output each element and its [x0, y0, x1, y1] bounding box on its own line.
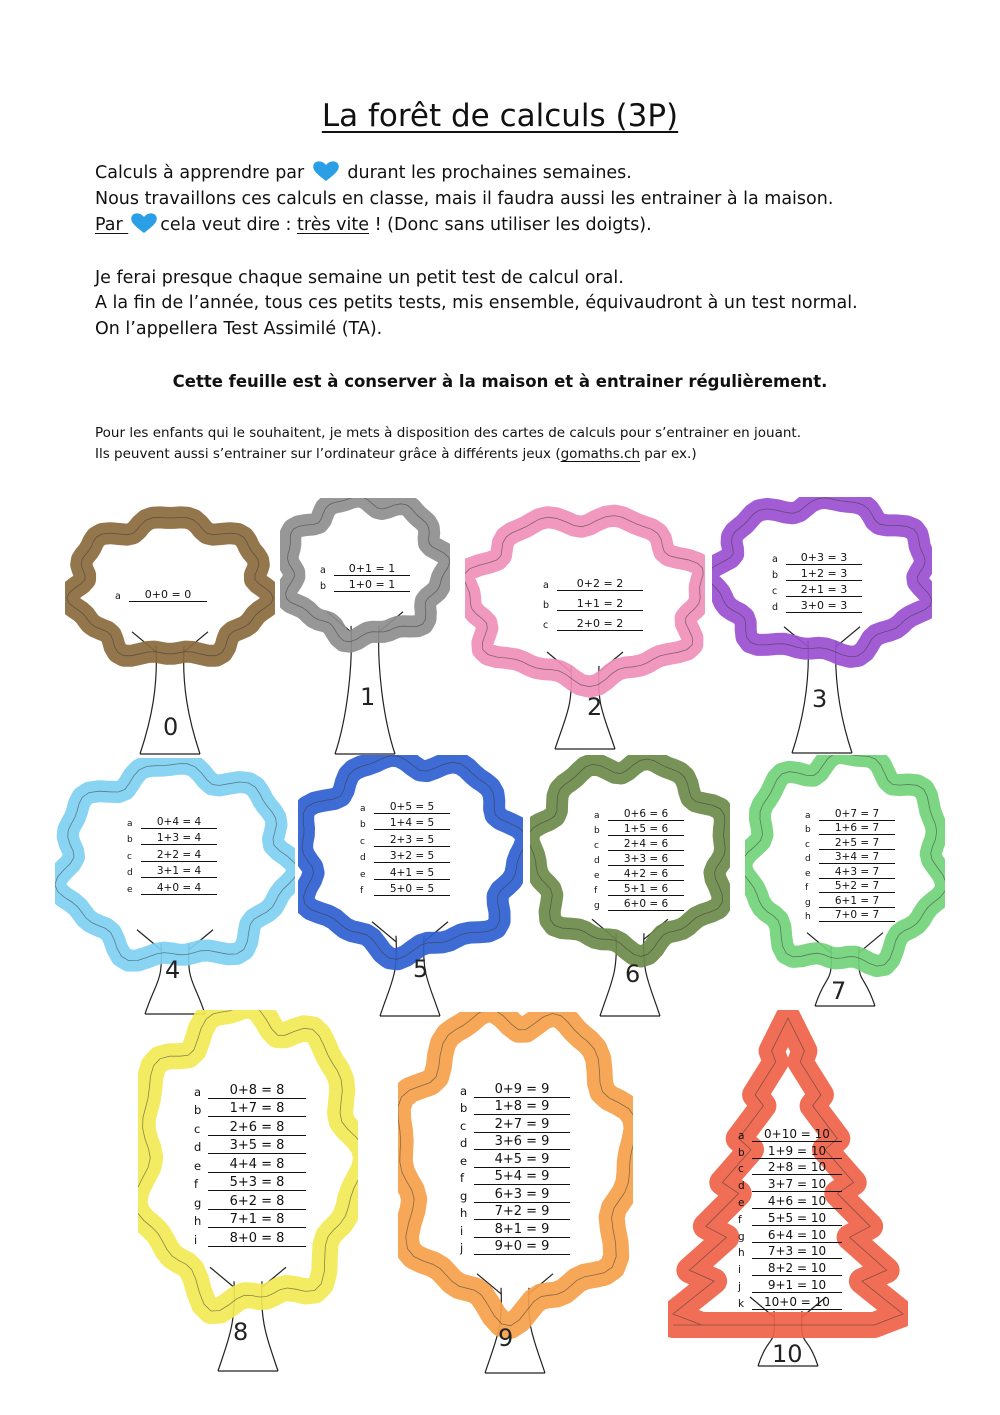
equation-letter: a — [772, 554, 778, 565]
equation-row — [805, 850, 895, 865]
equation-letter: d — [805, 854, 811, 864]
equation-letter: a — [805, 810, 811, 821]
equation-row — [360, 863, 450, 880]
equation-letter: f — [360, 886, 364, 896]
equation-row — [594, 806, 684, 821]
equation-letter: a — [738, 1129, 745, 1142]
equation-letter: k — [738, 1297, 745, 1310]
equation-text: 9+0 = 9 — [474, 1239, 570, 1255]
equation-text: 8+1 = 9 — [474, 1222, 570, 1238]
equation-text: 4+6 = 10 — [752, 1194, 842, 1209]
equation-row — [543, 591, 643, 611]
tree-4 — [55, 758, 295, 1018]
equation-row — [738, 1243, 842, 1260]
equation-letter: e — [360, 869, 366, 880]
equation-row — [360, 847, 450, 864]
equation-text: 0+3 = 3 — [786, 551, 862, 565]
equation-row — [360, 814, 450, 831]
equation-text: 0+8 = 8 — [208, 1083, 306, 1099]
equation-list — [543, 571, 643, 631]
equation-list — [805, 806, 895, 922]
equation-list — [320, 560, 410, 592]
equation-row — [460, 1238, 570, 1256]
equation-text: 0+5 = 5 — [374, 801, 450, 814]
equation-row — [460, 1203, 570, 1221]
tree-1 — [280, 498, 450, 758]
tree-2 — [465, 503, 705, 753]
intro-line-1 — [95, 160, 925, 187]
equation-row — [460, 1098, 570, 1116]
equation-text: 2+0 = 2 — [557, 617, 643, 631]
equation-letter: e — [460, 1153, 468, 1168]
equation-text: 5+2 = 7 — [819, 880, 895, 893]
equation-row — [460, 1168, 570, 1186]
equation-row — [772, 597, 862, 613]
equation-row — [594, 821, 684, 836]
equation-letter: i — [738, 1264, 741, 1277]
equation-row — [360, 880, 450, 897]
equation-letter: g — [738, 1230, 745, 1243]
small-line-2 — [95, 444, 945, 465]
equation-letter: d — [194, 1140, 202, 1154]
equation-letter: d — [772, 602, 779, 613]
equation-letter: b — [805, 825, 811, 835]
equation-letter: e — [194, 1158, 202, 1173]
equation-letter: a — [127, 818, 133, 829]
equation-letter: d — [738, 1180, 745, 1193]
equation-text: 2+1 = 3 — [786, 583, 862, 597]
equation-letter: b — [320, 581, 327, 592]
equation-letter: b — [594, 826, 600, 836]
equation-row — [738, 1276, 842, 1293]
equation-row — [738, 1175, 842, 1192]
equation-text: 2+8 = 10 — [752, 1160, 842, 1175]
intro-line-3 — [95, 212, 925, 239]
equation-row — [738, 1293, 842, 1310]
intro-text — [95, 160, 925, 342]
equation-list — [194, 1080, 306, 1247]
equation-letter: a — [594, 811, 600, 821]
tree-number: 7 — [831, 977, 847, 1005]
intro-line-2: Nous travaillons ces calculs en classe, mais il faudra aussi les entrainer à la maison. — [95, 188, 834, 209]
equation-row — [738, 1192, 842, 1209]
equation-letter: c — [194, 1121, 201, 1136]
equation-letter: a — [320, 565, 326, 576]
equation-text: 5+5 = 10 — [752, 1211, 842, 1226]
equation-letter: c — [738, 1163, 744, 1176]
equation-letter: h — [194, 1214, 202, 1228]
keep-note: Cette feuille est à conserver à la maison et à entrainer régulièrement. — [172, 372, 828, 391]
equation-row — [594, 851, 684, 866]
intro-line-6: On l’appellera Test Assimilé (TA). — [95, 318, 383, 339]
equation-row — [127, 829, 217, 846]
equation-row — [543, 611, 643, 631]
page-title: La forêt de calculs (3P) — [321, 98, 679, 134]
equation-letter: f — [194, 1177, 199, 1191]
tree-5 — [298, 755, 523, 1020]
equation-row — [115, 586, 207, 602]
equation-row — [772, 565, 862, 581]
equation-row — [805, 835, 895, 850]
equation-letter: a — [543, 580, 549, 591]
equation-text: 3+3 = 6 — [608, 853, 684, 866]
equation-row — [805, 879, 895, 894]
tree-0 — [65, 498, 275, 758]
equation-letter: j — [738, 1280, 741, 1293]
equation-letter: g — [460, 1188, 468, 1203]
equation-list — [115, 586, 207, 602]
equation-text: 3+1 = 4 — [141, 865, 217, 878]
equation-row — [738, 1209, 842, 1226]
equation-text: 5+3 = 8 — [208, 1175, 306, 1191]
equation-row — [594, 836, 684, 851]
intro-line-3-mid: cela veut dire : — [160, 215, 292, 235]
equation-row — [738, 1226, 842, 1243]
equation-letter: b — [360, 820, 366, 830]
equation-text: 10+0 = 10 — [752, 1295, 842, 1310]
intro-line-5: A la fin de l’année, tous ces petits tests, mis ensemble, équivaudront à un test normal. — [95, 293, 858, 313]
equation-text: 2+7 = 9 — [474, 1117, 570, 1133]
equation-list — [772, 549, 862, 613]
equation-text: 1+5 = 6 — [608, 823, 684, 836]
equation-text: 0+10 = 10 — [752, 1127, 842, 1142]
equation-row — [320, 576, 410, 592]
equation-letter: d — [460, 1136, 468, 1150]
equation-row — [738, 1125, 842, 1142]
tree-3 — [712, 497, 932, 757]
equation-letter: a — [194, 1084, 202, 1099]
equation-text: 4+3 = 7 — [819, 866, 895, 879]
equation-text: 6+1 = 7 — [819, 895, 895, 908]
equation-text: 4+5 = 9 — [474, 1152, 570, 1168]
equation-letter: b — [127, 835, 133, 845]
equation-letter: e — [594, 871, 600, 881]
equation-row — [805, 893, 895, 908]
equation-row — [594, 896, 684, 911]
equation-row — [460, 1133, 570, 1151]
intro-line-4: Je ferai presque chaque semaine un petit test de calcul oral. — [95, 267, 624, 288]
equation-text: 9+1 = 10 — [752, 1278, 842, 1293]
equation-row — [194, 1191, 306, 1210]
equation-text: 7+2 = 9 — [474, 1204, 570, 1220]
equation-row — [194, 1080, 306, 1099]
equation-row — [127, 878, 217, 895]
equation-letter: a — [360, 803, 366, 814]
equation-row — [805, 908, 895, 923]
equation-row — [194, 1210, 306, 1229]
equation-text: 1+0 = 1 — [334, 578, 410, 592]
equation-text: 4+1 = 5 — [374, 867, 450, 880]
equation-letter: h — [805, 912, 811, 922]
equation-row — [194, 1136, 306, 1155]
equation-letter: b — [460, 1101, 468, 1115]
equation-letter: b — [194, 1103, 202, 1117]
equation-letter: c — [127, 851, 132, 862]
intro-line-3-end: ! (Donc sans utiliser les doigts). — [374, 215, 652, 235]
tree-10 — [668, 1010, 908, 1370]
equation-letter: b — [772, 570, 779, 581]
small-text — [95, 423, 945, 465]
equation-letter: c — [360, 836, 365, 847]
equation-letter: d — [360, 853, 366, 863]
equation-list — [594, 806, 684, 911]
tree-number: 9 — [498, 1324, 514, 1352]
equation-row — [194, 1117, 306, 1136]
equation-letter: g — [594, 901, 600, 911]
equation-letter: h — [460, 1206, 468, 1220]
equation-text: 1+4 = 5 — [374, 817, 450, 830]
equation-letter: i — [460, 1223, 464, 1238]
equation-text: 2+4 = 6 — [608, 838, 684, 851]
equation-letter: a — [115, 591, 121, 602]
heart-icon — [130, 212, 158, 234]
equation-row — [360, 797, 450, 814]
equation-letter: h — [738, 1247, 745, 1260]
equation-row — [194, 1173, 306, 1192]
equation-row — [194, 1154, 306, 1173]
equation-letter: c — [543, 620, 549, 631]
equation-text: 0+9 = 9 — [474, 1082, 570, 1098]
equation-letter: d — [594, 856, 600, 866]
tree-number: 1 — [360, 683, 376, 711]
equation-row — [594, 881, 684, 896]
equation-list — [360, 797, 450, 896]
tree-number: 10 — [772, 1340, 803, 1368]
equation-row — [460, 1220, 570, 1238]
tree-6 — [530, 755, 730, 1020]
tree-number: 8 — [233, 1318, 249, 1346]
equation-row — [772, 581, 862, 597]
equation-text: 5+4 = 9 — [474, 1169, 570, 1185]
equation-text: 5+1 = 6 — [608, 883, 684, 896]
equation-text: 1+7 = 8 — [208, 1101, 306, 1117]
equation-text: 3+2 = 5 — [374, 850, 450, 863]
equation-text: 0+6 = 6 — [608, 808, 684, 821]
equation-letter: a — [460, 1083, 468, 1098]
equation-letter: c — [594, 841, 599, 851]
equation-row — [127, 845, 217, 862]
equation-text: 7+1 = 8 — [208, 1212, 306, 1228]
equation-row — [320, 560, 410, 576]
tree-number: 2 — [587, 693, 603, 721]
tree-number: 5 — [413, 955, 429, 983]
gomaths-link[interactable]: gomaths.ch — [560, 446, 641, 462]
equation-letter: j — [460, 1241, 464, 1255]
equation-text: 2+3 = 5 — [374, 834, 450, 847]
equation-text: 3+0 = 3 — [786, 599, 862, 613]
equation-row — [738, 1259, 842, 1276]
equation-row — [460, 1150, 570, 1168]
equation-row — [127, 862, 217, 879]
equation-row — [194, 1099, 306, 1118]
intro-line-3-par: Par — [95, 215, 123, 235]
equation-text: 7+0 = 7 — [819, 909, 895, 922]
equation-text: 6+0 = 6 — [608, 898, 684, 911]
equation-row — [805, 864, 895, 879]
equation-row — [543, 571, 643, 591]
equation-text: 1+2 = 3 — [786, 567, 862, 581]
equation-text: 2+6 = 8 — [208, 1120, 306, 1136]
tree-number: 4 — [165, 956, 181, 984]
equation-text: 3+7 = 10 — [752, 1177, 842, 1192]
equation-letter: f — [594, 886, 598, 896]
equation-letter: c — [772, 586, 778, 597]
tree-7 — [745, 755, 945, 1010]
equation-row — [194, 1228, 306, 1247]
equation-row — [772, 549, 862, 565]
equation-list — [460, 1080, 570, 1255]
equation-text: 7+3 = 10 — [752, 1244, 842, 1259]
equation-text: 6+4 = 10 — [752, 1228, 842, 1243]
equation-text: 4+4 = 8 — [208, 1157, 306, 1173]
equation-text: 5+0 = 5 — [374, 883, 450, 896]
tree-number: 3 — [812, 685, 828, 713]
equation-letter: f — [460, 1171, 465, 1185]
equation-letter: c — [460, 1118, 467, 1133]
tree-number: 6 — [625, 960, 641, 988]
equation-letter: b — [543, 600, 550, 611]
equation-row — [738, 1159, 842, 1176]
equation-row — [594, 866, 684, 881]
equation-text: 0+2 = 2 — [557, 577, 643, 591]
equation-row — [460, 1185, 570, 1203]
tree-drawing — [280, 498, 450, 758]
equation-text: 4+0 = 4 — [141, 882, 217, 895]
equation-text: 4+2 = 6 — [608, 868, 684, 881]
equation-text: 1+9 = 10 — [752, 1144, 842, 1159]
equation-letter: e — [805, 868, 811, 879]
equation-text: 6+3 = 9 — [474, 1187, 570, 1203]
equation-text: 0+7 = 7 — [819, 808, 895, 821]
equation-letter: e — [738, 1196, 745, 1209]
equation-list — [127, 812, 217, 895]
equation-letter: i — [194, 1232, 198, 1247]
equation-text: 3+6 = 9 — [474, 1134, 570, 1150]
equation-text: 1+8 = 9 — [474, 1099, 570, 1115]
equation-text: 0+4 = 4 — [141, 816, 217, 829]
tree-8 — [138, 1010, 358, 1375]
equation-letter: f — [738, 1213, 742, 1226]
equation-letter: e — [127, 884, 133, 895]
equation-row — [127, 812, 217, 829]
equation-row — [738, 1142, 842, 1159]
heart-icon — [312, 160, 340, 182]
tree-number: 0 — [163, 713, 179, 741]
small-line-2-start: Ils peuvent aussi s’entrainer sur l’ordinateur grâce à différents jeux ( — [95, 446, 561, 462]
equation-letter: c — [805, 839, 810, 850]
equation-text: 6+2 = 8 — [208, 1194, 306, 1210]
equation-text: 8+2 = 10 — [752, 1261, 842, 1276]
equation-text: 3+4 = 7 — [819, 851, 895, 864]
equation-text: 2+2 = 4 — [141, 849, 217, 862]
equation-row — [805, 806, 895, 821]
equation-text: 1+1 = 2 — [557, 597, 643, 611]
equation-text: 0+1 = 1 — [334, 562, 410, 576]
equation-letter: g — [194, 1195, 202, 1210]
intro-line-1-end: durant les prochaines semaines. — [347, 163, 632, 183]
equation-row — [805, 821, 895, 836]
equation-row — [360, 830, 450, 847]
small-line-1: Pour les enfants qui le souhaitent, je mets à disposition des cartes de calculs pour s’entrainer en jouant. — [95, 425, 801, 441]
equation-list — [738, 1125, 842, 1310]
equation-letter: d — [127, 868, 133, 878]
intro-line-1-start: Calculs à apprendre par — [95, 163, 305, 183]
tree-drawing — [712, 497, 932, 757]
equation-letter: b — [738, 1146, 745, 1159]
equation-text: 8+0 = 8 — [208, 1231, 306, 1247]
equation-letter: f — [805, 883, 809, 893]
equation-text: 1+3 = 4 — [141, 832, 217, 845]
equation-row — [460, 1115, 570, 1133]
equation-text: 2+5 = 7 — [819, 837, 895, 850]
equation-text: 3+5 = 8 — [208, 1138, 306, 1154]
intro-line-3-fast: très vite — [297, 215, 369, 235]
equation-text: 1+6 = 7 — [819, 822, 895, 835]
equation-text: 0+0 = 0 — [129, 588, 207, 602]
equation-row — [460, 1080, 570, 1098]
equation-letter: g — [805, 897, 811, 908]
tree-9 — [398, 1012, 633, 1377]
small-line-2-end: par ex.) — [640, 446, 697, 462]
